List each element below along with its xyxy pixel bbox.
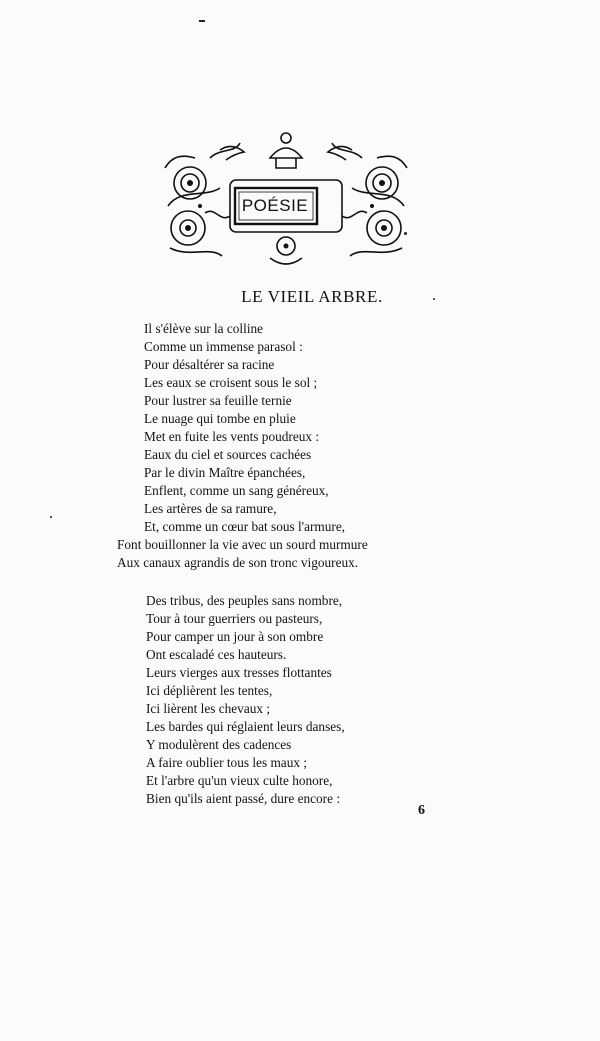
poem-line: Les artères de sa ramure, (144, 501, 277, 516)
poem-line: Bien qu'ils aient passé, dure encore : (146, 791, 341, 806)
section-label: POÉSIE (241, 196, 309, 215)
poem-line: Leurs vierges aux tresses flottantes (146, 665, 332, 680)
poem-line: Et l'arbre qu'un vieux culte honore, (146, 773, 333, 788)
poem-line: Y modulèrent des cadences (146, 737, 292, 752)
poem-line: Pour camper un jour à son ombre (146, 629, 324, 644)
page-number: 6 (418, 803, 425, 818)
poem-line: Et, comme un cœur bat sous l'armure, (144, 519, 346, 534)
poem-line: Il s'élève sur la colline (144, 321, 264, 336)
poem-line: Les bardes qui réglaient leurs danses, (146, 719, 345, 734)
poem-line: Eaux du ciel et sources cachées (144, 447, 312, 462)
poem-line: Les eaux se croisent sous le sol ; (144, 375, 318, 390)
poem-line: Des tribus, des peuples sans nombre, (146, 593, 343, 608)
print-speck (404, 232, 407, 235)
poem-line: Par le divin Maître épanchées, (144, 465, 306, 480)
poem-line: Aux canaux agrandis de son tronc vigoureux. (117, 555, 359, 570)
poem-line: Comme un immense parasol : (144, 339, 303, 354)
poem-line: Met en fuite les vents poudreux : (144, 429, 320, 444)
poem-line: Ici déplièrent les tentes, (146, 683, 273, 698)
poem-line: Ont escaladé ces hauteurs. (146, 647, 287, 662)
print-speck (50, 516, 52, 518)
poem-line: Tour à tour guerriers ou pasteurs, (146, 611, 323, 626)
poem-line: Pour lustrer sa feuille ternie (144, 393, 292, 408)
print-speck (433, 298, 435, 300)
print-speck (199, 20, 205, 22)
poem-title-text: LE VIEIL ARBRE. (241, 287, 383, 306)
poem-line: Ici lièrent les chevaux ; (146, 701, 271, 716)
poem-line: A faire oublier tous les maux ; (146, 755, 308, 770)
poem-line: Le nuage qui tombe en pluie (144, 411, 296, 426)
poem-title (0, 287, 540, 307)
poem-line: Pour désaltérer sa racine (144, 357, 275, 372)
poem-line: Enflent, comme un sang généreux, (144, 483, 329, 498)
poem-line: Font bouillonner la vie avec un sourd murmure (117, 537, 368, 552)
